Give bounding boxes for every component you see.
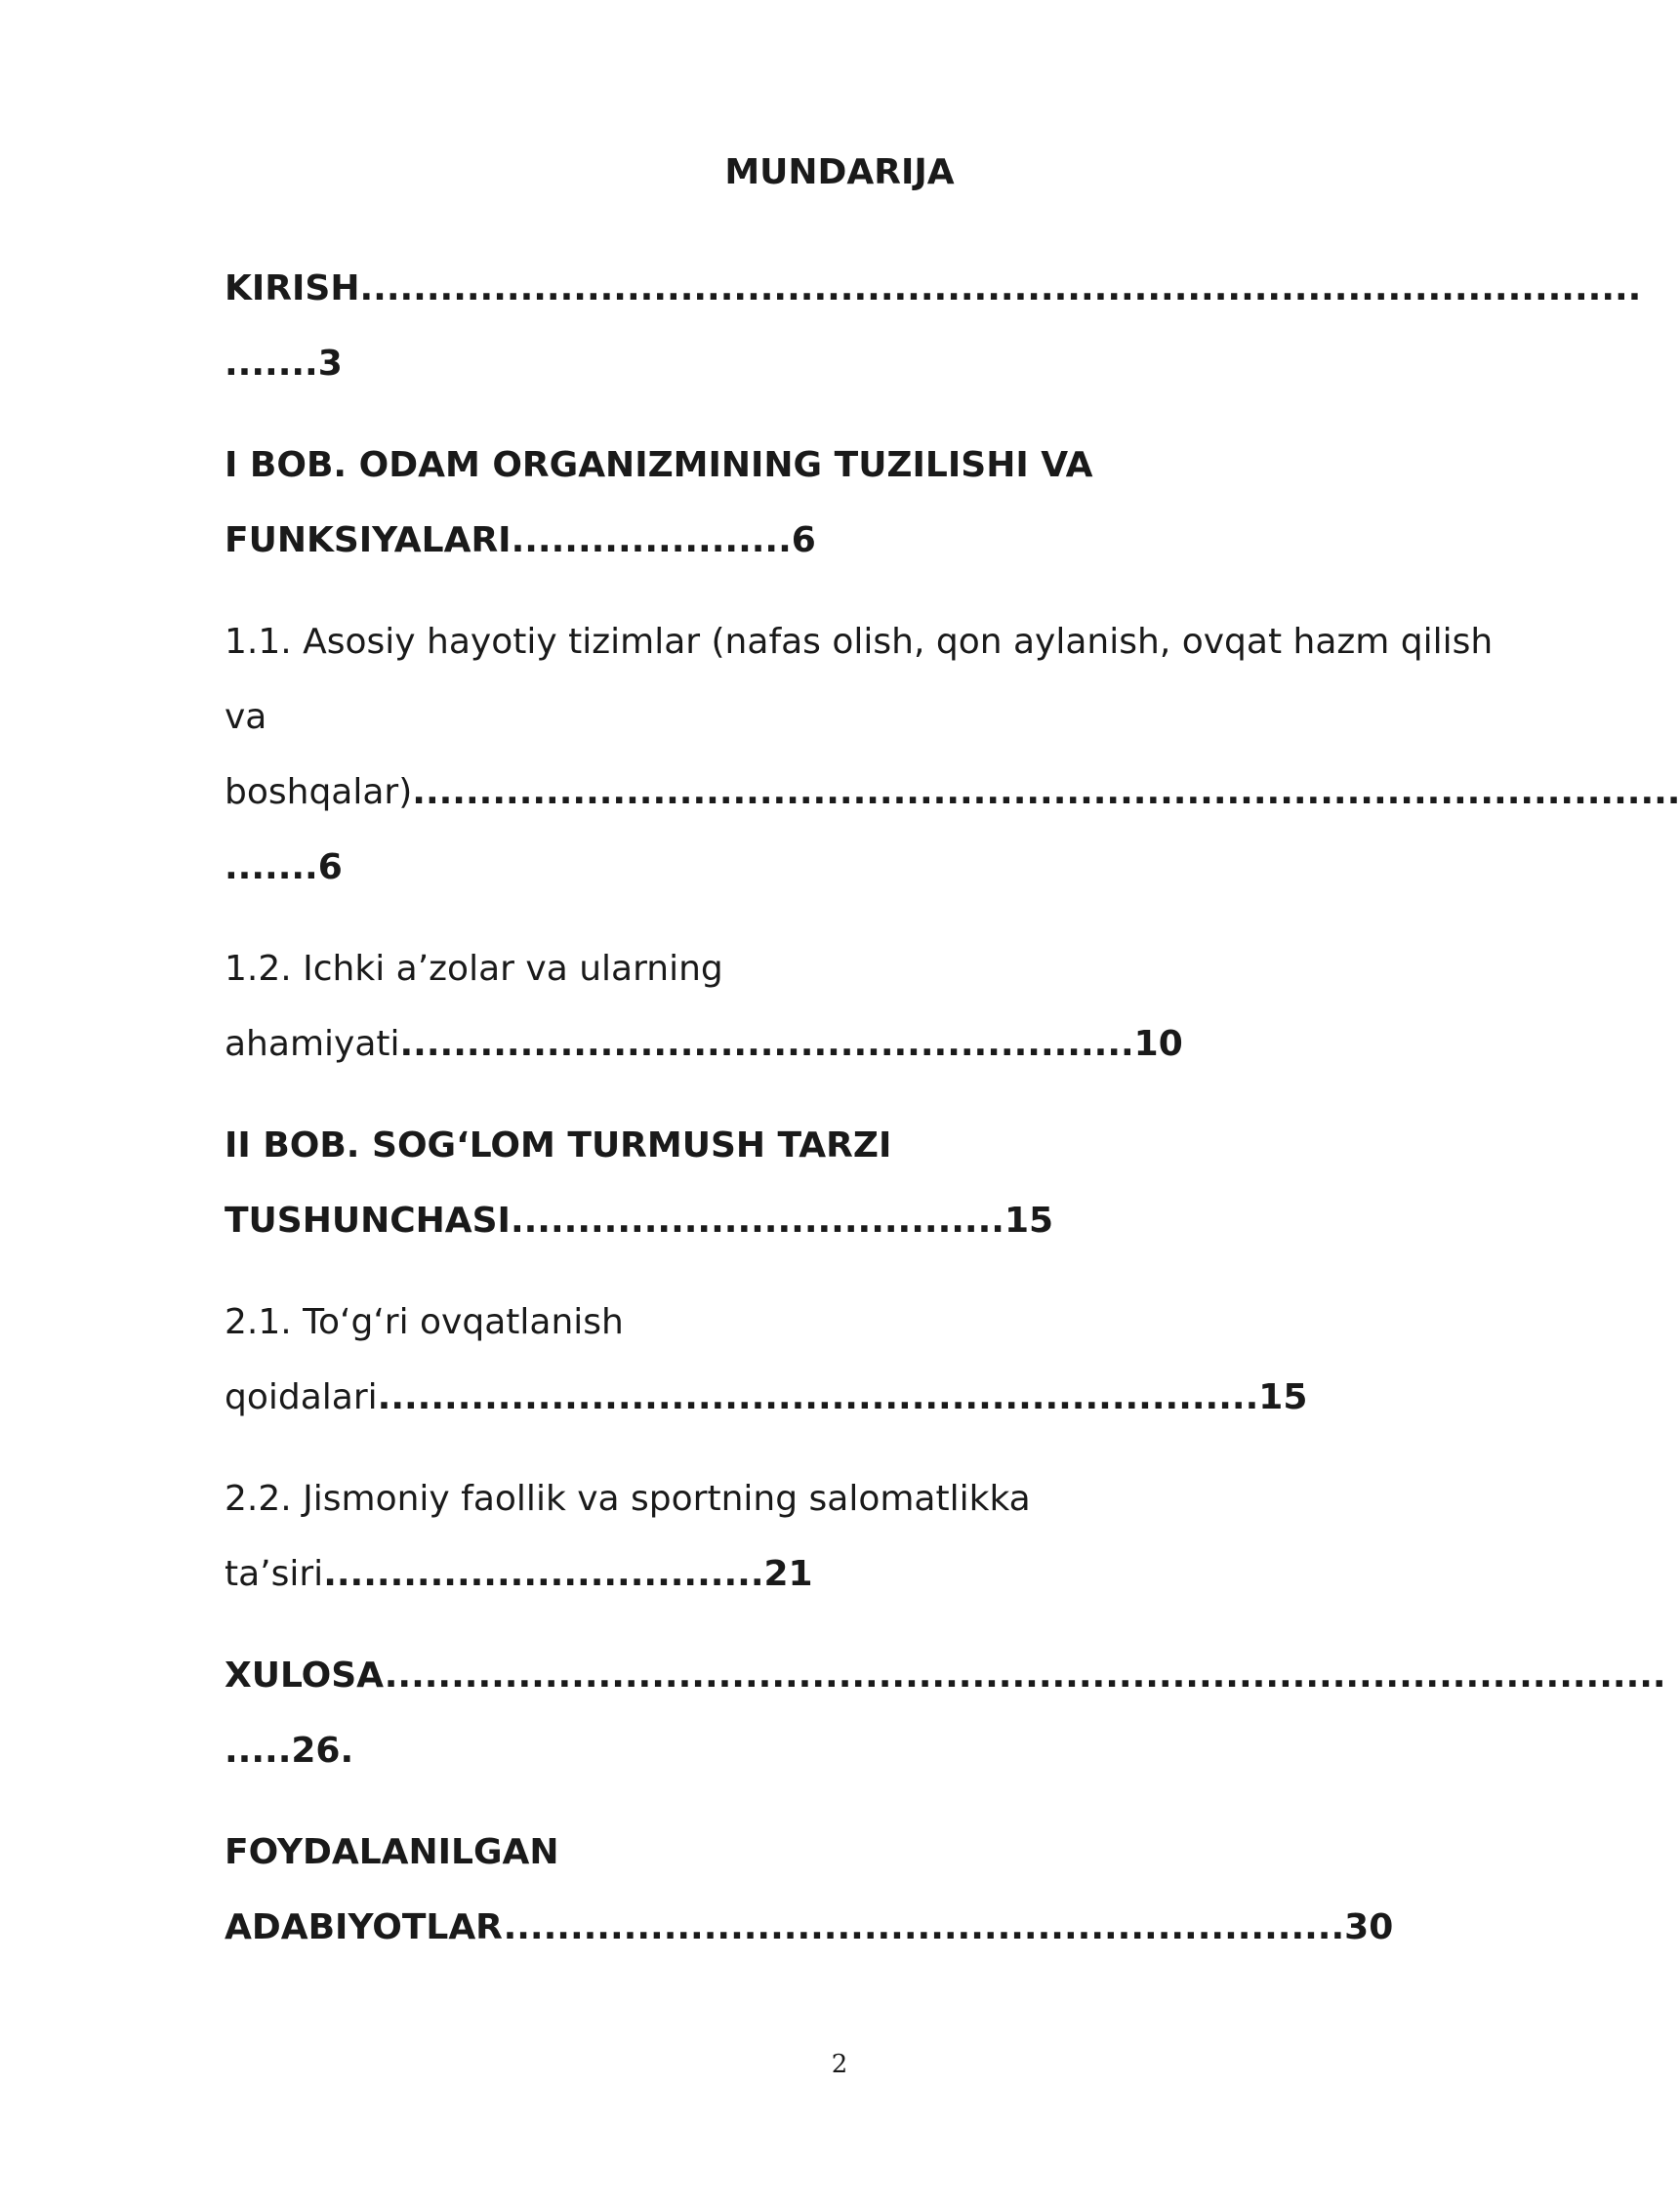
toc-entry-line: [225, 1461, 1456, 1536]
entry-spacer: [225, 1435, 1456, 1461]
page-title: MUNDARIJA: [724, 152, 955, 192]
toc-text: XULOSA: [225, 1656, 385, 1696]
toc-text: II BOB. SOG‘LOM TURMUSH TARZI: [225, 1125, 892, 1165]
entry-spacer: [225, 401, 1456, 428]
toc-text: TUSHUNCHASI: [225, 1201, 511, 1241]
toc-entry-line: [225, 251, 1642, 326]
toc-entry-line: [225, 931, 1456, 1006]
toc-entry-line: [225, 503, 1456, 578]
toc-entry-line: [225, 755, 1680, 830]
toc-entry-line: [225, 1285, 1456, 1360]
table-of-contents: [225, 251, 1680, 1965]
toc-text: .......3: [225, 344, 343, 384]
toc-entry-line: [225, 1108, 1456, 1183]
toc-text: .....26.: [225, 1731, 354, 1771]
entry-spacer: [225, 1258, 1456, 1285]
toc-text: ta’siri: [225, 1554, 324, 1594]
toc-text: 1.2. Ichki a’zolar va ularning: [225, 949, 723, 989]
toc-text: 21: [763, 1554, 813, 1594]
toc-entry-line: [225, 1713, 1456, 1788]
toc-text: .....................................15: [510, 1201, 1054, 1241]
toc-entry-line: [225, 1360, 1456, 1435]
toc-entry-line: [225, 428, 1456, 503]
toc-text: FUNKSIYALARI: [225, 520, 512, 560]
toc-text: ................................................................................................: [359, 268, 1642, 308]
toc-entry-line: [225, 1815, 1456, 1890]
toc-text: .......6: [225, 847, 343, 887]
toc-text: boshqalar): [225, 772, 413, 812]
toc-entry-line: [225, 326, 1456, 401]
toc-text: .................................: [323, 1554, 764, 1594]
toc-entry: [225, 604, 1680, 905]
toc-entry-line: [225, 1890, 1456, 1965]
page-number: 2: [831, 2050, 848, 2079]
toc-entry-line: [225, 1183, 1456, 1258]
toc-entry-line: [225, 830, 1456, 905]
toc-text: .....................6: [511, 520, 816, 560]
toc-entry-line: [225, 604, 1494, 679]
toc-text: .......................................................: [399, 1024, 1134, 1064]
toc-text: ................................................................................................: [384, 1656, 1666, 1696]
toc-entry-line: [225, 1638, 1666, 1713]
toc-text: 30: [1344, 1907, 1394, 1947]
toc-text: I BOB. ODAM ORGANIZMINING TUZILISHI VA: [225, 445, 1093, 485]
toc-entry-line: [225, 1536, 1456, 1612]
toc-text: ADABIYOTLAR: [225, 1907, 504, 1947]
toc-entry: [225, 1815, 1456, 1965]
toc-entry: [225, 931, 1456, 1082]
toc-entry: [225, 1285, 1456, 1435]
entry-spacer: [225, 578, 1456, 604]
toc-text: 2.2. Jismoniy faollik va sportning salomatlikka: [225, 1479, 1031, 1519]
toc-text: ahamiyati: [225, 1024, 400, 1064]
toc-entry: [225, 1638, 1666, 1788]
toc-text: 1.1. Asosiy hayotiy tizimlar (nafas olish, qon aylanish, ovqat hazm qilish: [225, 622, 1494, 662]
entry-spacer: [225, 1612, 1456, 1638]
toc-entry: [225, 1108, 1456, 1258]
toc-text: 2.1. To‘g‘ri ovqatlanish: [225, 1302, 624, 1342]
toc-entry-line: [225, 679, 1456, 755]
toc-text: ...............................................................: [503, 1907, 1345, 1947]
entry-spacer: [225, 905, 1456, 931]
toc-text: FOYDALANILGAN: [225, 1832, 559, 1872]
toc-entry: [225, 1461, 1456, 1612]
entry-spacer: [225, 1788, 1456, 1815]
toc-entry: [225, 428, 1456, 578]
toc-text: KIRISH: [225, 268, 360, 308]
toc-text: 10: [1133, 1024, 1183, 1064]
toc-text: qoidalari: [225, 1377, 378, 1417]
toc-text: 15: [1258, 1377, 1308, 1417]
toc-text: ..................................................................: [377, 1377, 1259, 1417]
entry-spacer: [225, 1082, 1456, 1108]
toc-entry: [225, 251, 1642, 401]
toc-entry-line: [225, 1006, 1456, 1082]
toc-text: va: [225, 697, 267, 737]
toc-text: ...............................................................................................: [412, 772, 1680, 812]
